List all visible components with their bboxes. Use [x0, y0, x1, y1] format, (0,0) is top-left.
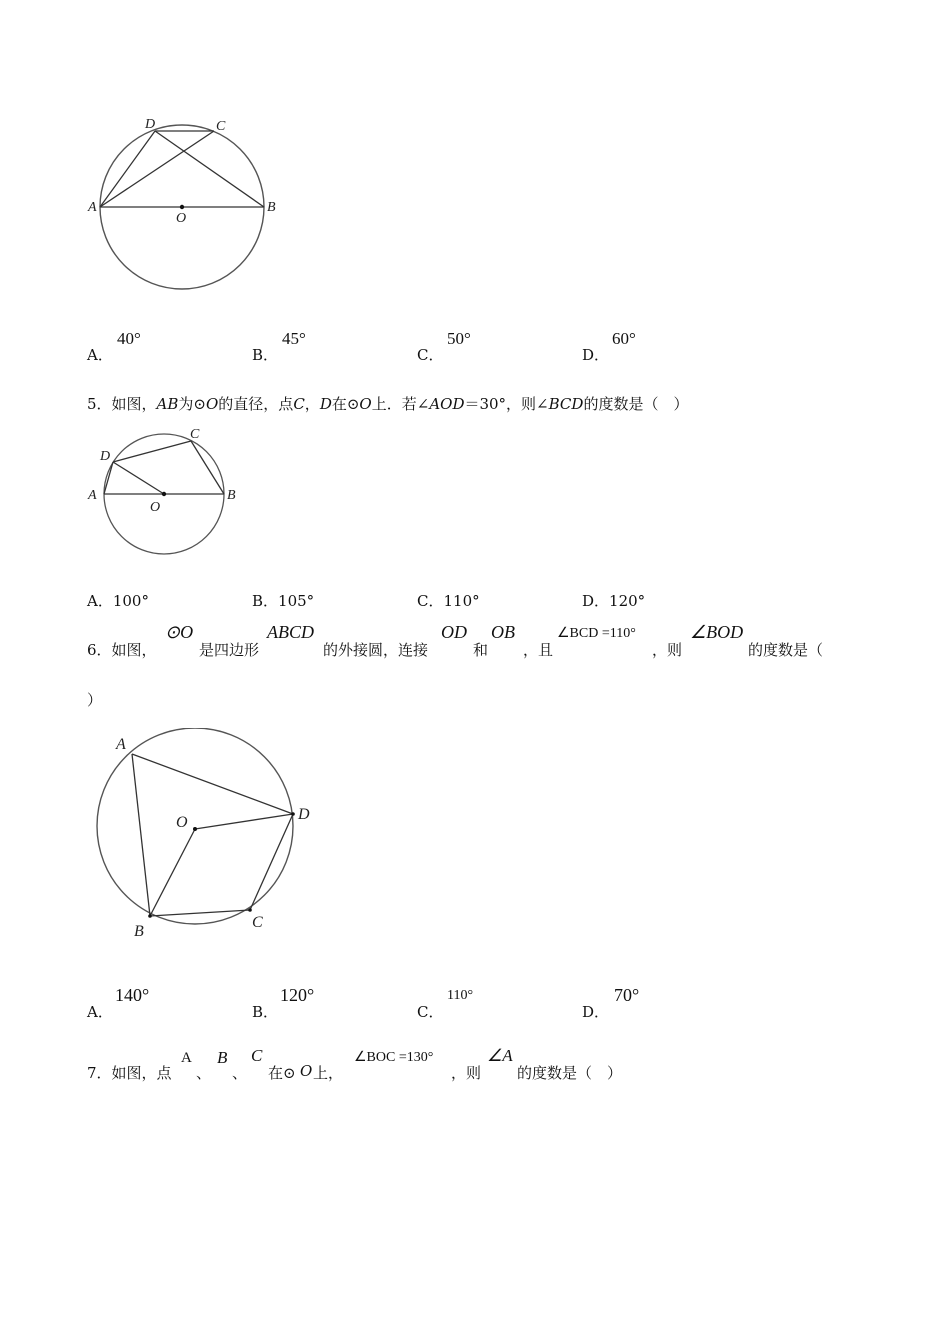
q5-bcd: BCD [548, 395, 584, 413]
q6-angle-bod: ∠BOD [690, 622, 744, 642]
figure-2-circle-diagram [80, 420, 250, 560]
figure-3-point-c [248, 908, 252, 912]
option-letter: C． [417, 1003, 444, 1021]
figure-2-label-c: C [190, 427, 200, 442]
figure-3-point-d [291, 812, 295, 816]
q6-od: OD [441, 622, 467, 642]
q6-text: 的度数是（ [748, 641, 824, 659]
q6-circle-o: ⊙O [165, 622, 194, 642]
q5-ab: AB [156, 395, 179, 413]
option-value: 105° [278, 592, 315, 610]
figure-3-point-b [148, 914, 152, 918]
option-letter: A． [87, 1003, 113, 1021]
option-value: 50° [447, 329, 471, 348]
figure-1-label-d: D [145, 117, 156, 132]
figure-3-center-dot [193, 827, 197, 831]
option-value: 110° [447, 988, 474, 1003]
q7-text: 的度数是（ ） [517, 1064, 623, 1082]
option-value: 100° [112, 592, 149, 610]
figure-3-line-ob [150, 829, 195, 916]
q5-text: ， [304, 395, 320, 413]
q6-text: 的外接圆，连接 [323, 641, 429, 659]
figure-3-circle-diagram [90, 728, 330, 948]
option-letter: D． [582, 346, 610, 364]
figure-3-circle [97, 728, 293, 924]
q5-option-b[interactable] [252, 590, 314, 611]
q5-aod: AOD [429, 395, 465, 413]
q5-option-c[interactable] [417, 590, 480, 611]
q6-close-paren: ） [87, 691, 103, 709]
q5-text: 在⊙ [331, 395, 360, 413]
option-value: 40° [117, 329, 141, 348]
q5-d: D [319, 395, 332, 413]
option-letter: C． [417, 346, 444, 364]
figure-3-label-d: D [298, 806, 310, 823]
q5-option-d[interactable] [582, 590, 645, 611]
q7-text: 在⊙ [268, 1064, 296, 1082]
q7-text: 上， [313, 1064, 344, 1082]
figure-3-line-ab [132, 754, 150, 916]
q4-options [0, 325, 950, 365]
option-letter: A． [87, 592, 113, 610]
q5-question [87, 393, 688, 414]
figure-2-label-d: D [100, 449, 111, 464]
q5-text: 的度数是（ ） [583, 395, 689, 413]
figure-1-line-ad [100, 131, 155, 207]
q5-option-a[interactable] [87, 590, 149, 611]
figure-2-label-o: O [150, 500, 161, 515]
q5-text: ＝30°，则∠ [464, 395, 549, 413]
q7-question [87, 1045, 867, 1085]
q6-question [87, 622, 867, 712]
q5-text: 的直径，点 [218, 395, 294, 413]
figure-3-label-a: A [116, 736, 126, 753]
q5-o: O [205, 395, 219, 413]
figure-3-line-od [195, 814, 293, 829]
option-letter: D． [582, 592, 610, 610]
option-letter: D． [582, 1003, 610, 1021]
figure-1-center-dot [180, 205, 184, 209]
option-letter: B． [252, 592, 279, 610]
option-value: 70° [614, 985, 640, 1005]
q7-text: ，则 [451, 1064, 482, 1082]
q6-text: ，则 [652, 641, 683, 659]
figure-2-line-do [113, 462, 164, 494]
q6-text: 和 [473, 641, 489, 659]
figure-2-line-dc [113, 441, 191, 462]
figure-1-label-o: O [176, 211, 187, 226]
figure-1-label-a: A [88, 200, 97, 215]
option-value: 60° [612, 329, 636, 348]
figure-2-line-cb [191, 441, 224, 494]
q6-angle-bcd: ∠BCD =110° [557, 626, 636, 641]
figure-1-line-ac [100, 131, 214, 207]
figure-2-label-a: A [88, 488, 97, 503]
q7-point-b: B [217, 1048, 228, 1067]
figure-3-label-o: O [176, 814, 188, 831]
option-value: 120° [609, 592, 646, 610]
q5-number: 5．如图， [87, 395, 157, 413]
figure-3-label-b: B [134, 923, 144, 940]
q5-c: C [293, 395, 305, 413]
figure-1-line-db [155, 131, 264, 207]
option-letter: B． [252, 346, 279, 364]
q6-abcd: ABCD [267, 622, 314, 642]
figure-2-line-ad [104, 462, 113, 494]
q7-separator: 、 [232, 1064, 248, 1082]
q5-text: 为⊙ [178, 395, 206, 413]
option-value: 45° [282, 329, 306, 348]
option-letter: C． [417, 592, 444, 610]
q7-angle-boc: ∠BOC =130° [354, 1050, 434, 1065]
q5-o: O [359, 395, 372, 413]
q6-text: 是四边形 [199, 641, 260, 659]
option-value: 110° [443, 592, 480, 610]
q7-o: O [300, 1062, 313, 1080]
option-letter: B． [252, 1003, 279, 1021]
q7-separator: 、 [196, 1064, 212, 1082]
option-value: 140° [115, 985, 150, 1005]
q6-options [0, 982, 950, 1022]
figure-1-circle-diagram [80, 110, 300, 300]
q6-ob: OB [491, 622, 515, 642]
q6-number: 6．如图， [87, 641, 157, 659]
figure-3-line-ad [132, 754, 293, 814]
q7-number: 7．如图，点 [87, 1064, 172, 1082]
q7-point-a: A [181, 1050, 192, 1066]
q6-text: ，且 [523, 641, 554, 659]
figure-1-label-c: C [216, 119, 226, 134]
figure-1-label-b: B [267, 200, 276, 215]
q7-angle-a: ∠A [487, 1046, 513, 1065]
figure-3-label-c: C [252, 914, 263, 931]
option-value: 120° [280, 985, 315, 1005]
q5-options [0, 590, 950, 614]
option-letter: A． [87, 346, 113, 364]
q5-text: 上．若∠ [371, 395, 430, 413]
q7-point-c: C [251, 1046, 263, 1065]
figure-2-label-b: B [227, 488, 236, 503]
figure-2-center-dot [162, 492, 166, 496]
